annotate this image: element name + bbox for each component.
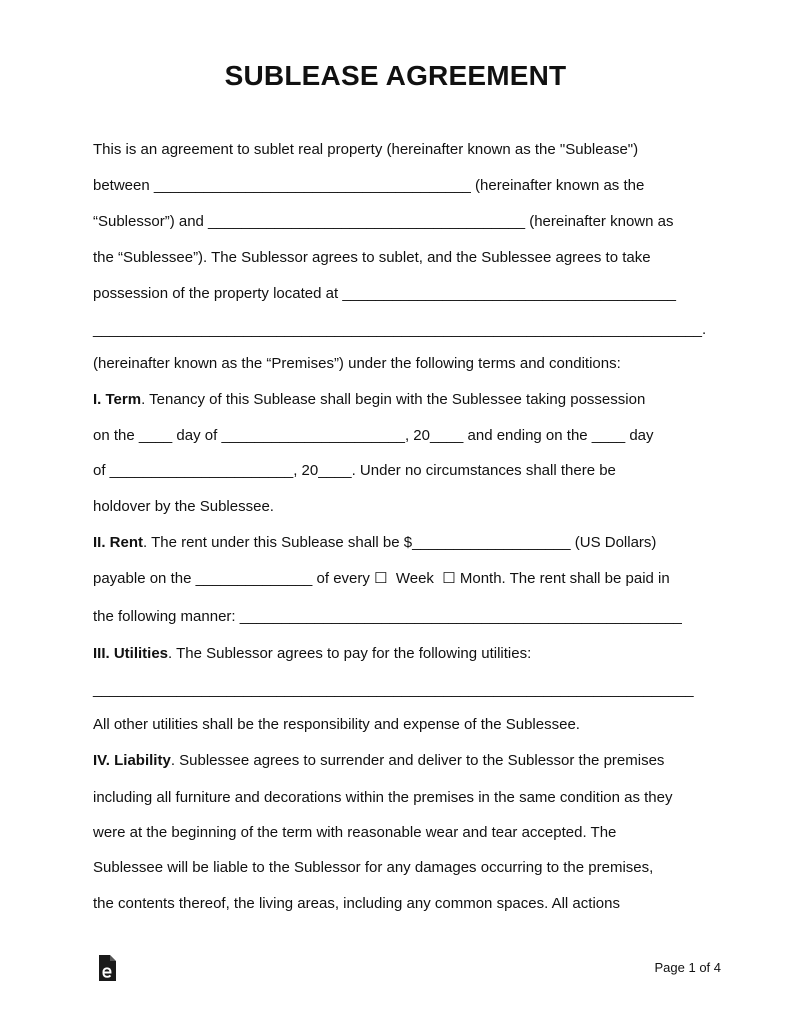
section-heading: II. Rent	[93, 534, 144, 551]
liability-line-3: Sublessee will be liable to the Sublessor for any damages occurring to the premises,	[93, 859, 654, 876]
section-text: . The rent under this Sublease shall be $___________________ (US Dollars)	[143, 534, 657, 551]
section-text: . Tenancy of this Sublease shall begin with the Sublessee taking possession	[141, 391, 646, 408]
page-number: Page 1 of 4	[654, 960, 721, 975]
term-line-1: on the ____ day of ______________________, 20____ and ending on the ____ day	[93, 427, 654, 444]
liability-line-4: the contents thereof, the living areas, including any common spaces. All actions	[93, 895, 620, 912]
section-term	[93, 390, 645, 410]
liability-line-1: including all furniture and decorations within the premises in the same condition as they	[93, 789, 673, 806]
liability-line-2: were at the beginning of the term with reasonable wear and tear accepted. The	[93, 824, 617, 841]
rent-line-2: the following manner: _____________________________________________________	[93, 608, 682, 625]
document-title: SUBLEASE AGREEMENT	[224, 60, 567, 91]
intro-line-7: (hereinafter known as the “Premises”) under the following terms and conditions:	[93, 355, 621, 372]
section-utilities	[93, 644, 531, 664]
utilities-line-1: ________________________________________________________________________	[93, 681, 694, 698]
section-heading: IV. Liability	[93, 752, 171, 769]
section-liability	[93, 751, 664, 771]
intro-line-3: “Sublessor”) and ______________________________________ (hereinafter known as	[93, 213, 674, 230]
section-text: . Sublessee agrees to surrender and deliver to the Sublessor the premises	[170, 752, 665, 769]
section-rent	[93, 533, 656, 553]
section-text: . The Sublessor agrees to pay for the following utilities:	[168, 645, 532, 662]
utilities-line-2: All other utilities shall be the responsibility and expense of the Sublessee.	[93, 716, 580, 733]
rent-line-1: payable on the ______________ of every ☐ Week ☐ Month. The rent shall be paid in	[93, 570, 670, 587]
intro-line-6: _________________________________________________________________________.	[93, 321, 707, 338]
section-heading: I. Term	[93, 391, 142, 408]
intro-line-4: the “Sublessee”). The Sublessor agrees to sublet, and the Sublessee agrees to take	[93, 249, 651, 266]
term-line-3: holdover by the Sublessee.	[93, 498, 274, 515]
term-line-2: of ______________________, 20____. Under no circumstances shall there be	[93, 462, 616, 479]
intro-line-5: possession of the property located at ________________________________________	[93, 285, 677, 302]
eforms-logo-icon	[96, 954, 118, 982]
section-heading: III. Utilities	[93, 645, 169, 662]
intro-line-2: between ______________________________________ (hereinafter known as the	[93, 177, 645, 194]
intro-line-1: This is an agreement to sublet real property (hereinafter known as the "Sublease")	[93, 141, 639, 158]
